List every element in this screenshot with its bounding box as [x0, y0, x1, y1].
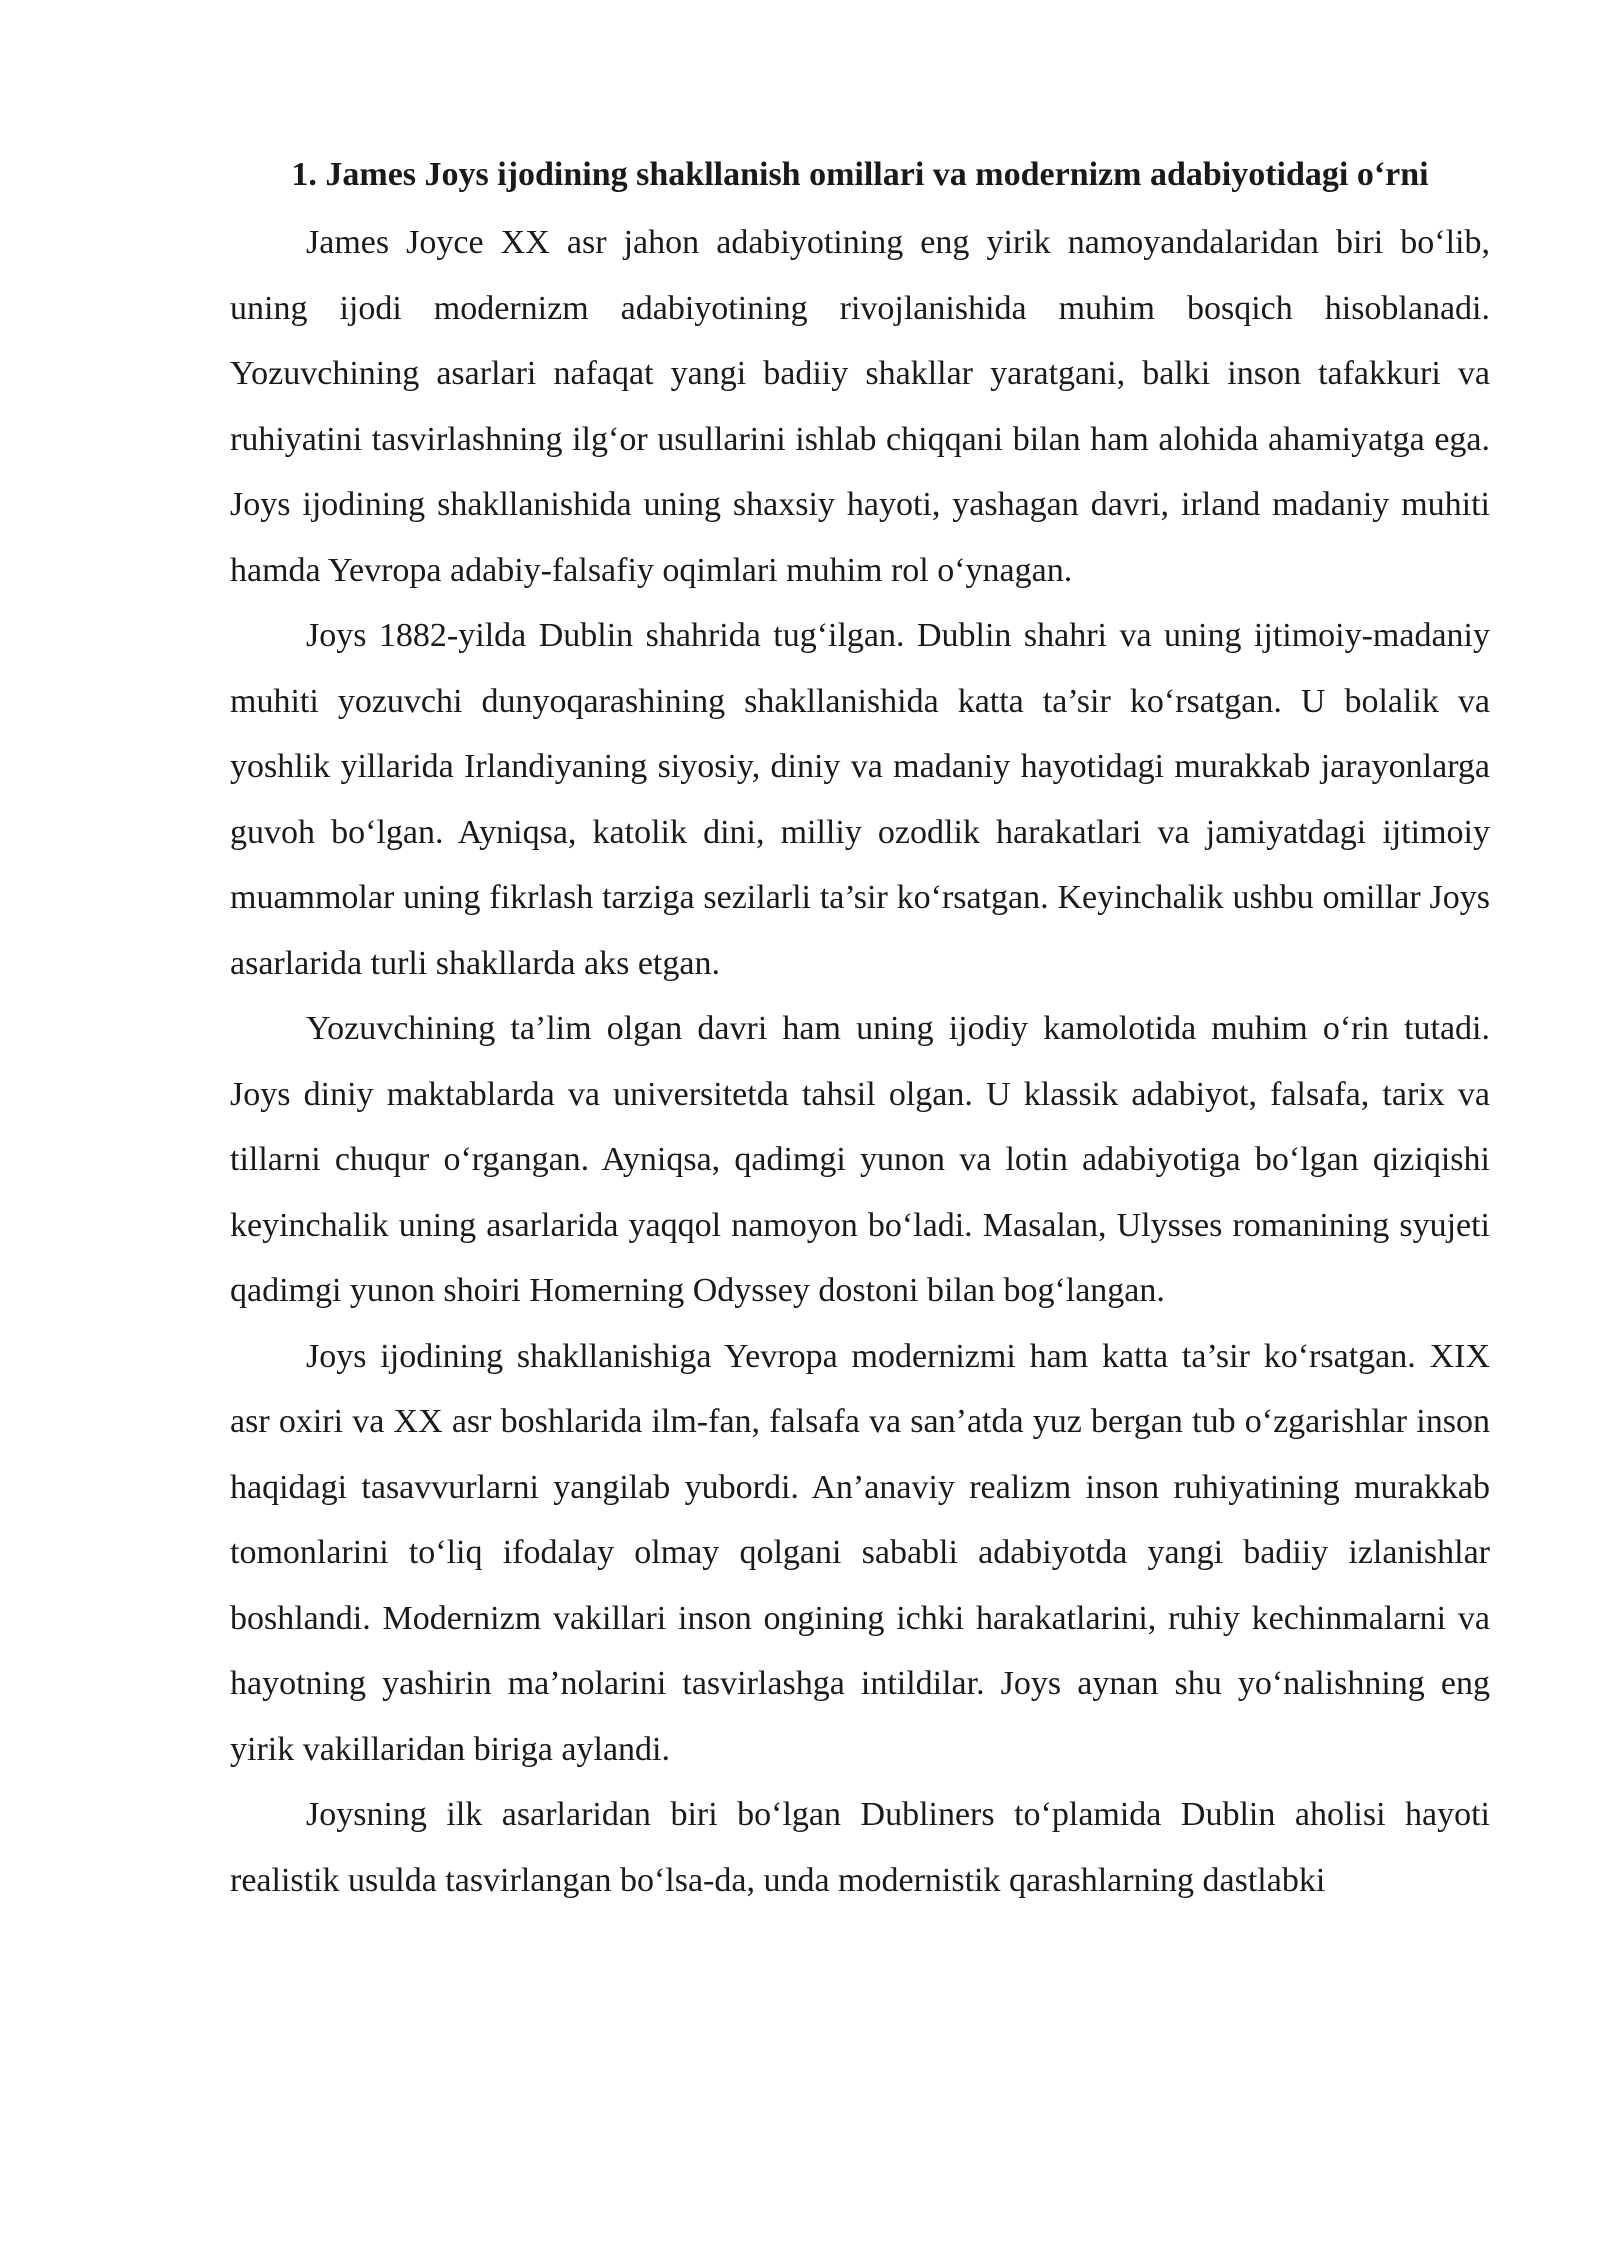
paragraph-2: Joys 1882-yilda Dublin shahrida tug‘ilgan. Dublin shahri va uning ijtimoiy-madaniy muhiti yozuvchi dunyoqarashining shakllanishida katta ta’sir ko‘rsatgan. U bolalik va yoshlik yillarida Irlandiyaning siyosiy, diniy va madaniy hayotidagi murakkab jarayonlarga guvoh bo‘lgan. Ayniqsa, katolik dini, milliy ozodlik harakatlari va jamiyatdagi ijtimoiy muammolar uning fikrlash tarziga sezilarli ta’sir ko‘rsatgan. Keyinchalik ushbu omillar Joys asarlarida turli shakllarda aks etgan.	[230, 617, 1490, 982]
paragraph-3: Yozuvchining ta’lim olgan davri ham uning ijodiy kamolotida muhim o‘rin tutadi. Joys diniy maktablarda va universitetda tahsil olgan. U klassik adabiyot, falsafa, tarix va tillarni chuqur o‘rgangan. Ayniqsa, qadimgi yunon va lotin adabiyotiga bo‘lgan qiziqishi keyinchalik uning asarlarida yaqqol namoyon bo‘ladi. Masalan, Ulysses romanining syujeti qadimgi yunon shoiri Homerning Odyssey dostoni bilan bog‘langan.	[230, 1010, 1490, 1309]
paragraph-5: Joysning ilk asarlaridan biri bo‘lgan Dubliners to‘plamida Dublin aholisi hayoti realistik usulda tasvirlangan bo‘lsa-da, unda modernistik qarashlarning dastlabki	[230, 1796, 1490, 1899]
paragraph-4: Joys ijodining shakllanishiga Yevropa modernizmi ham katta ta’sir ko‘rsatgan. XIX asr oxiri va XX asr boshlarida ilm-fan, falsafa va san’atda yuz bergan tub o‘zgarishlar inson haqidagi tasavvurlarni yangilab yubordi. An’anaviy realizm inson ruhiyatining murakkab tomonlarini to‘liq ifodalay olmay qolgani sababli adabiyotda yangi badiiy izlanishlar boshlandi. Modernizm vakillari inson ongining ichki harakatlarini, ruhiy kechinmalarni va hayotning yashirin ma’nolarini tasvirlashga intildilar. Joys aynan shu yo‘nalishning eng yirik vakillaridan biriga aylandi.	[230, 1337, 1490, 1768]
document-body	[230, 150, 1490, 1913]
section-title: 1. James Joys ijodining shakllanish omillari va modernizm adabiyotidagi o‘rni	[291, 156, 1429, 193]
paragraph-1: James Joyce XX asr jahon adabiyotining eng yirik namoyandalaridan biri bo‘lib, uning ijodi modernizm adabiyotining rivojlanishida muhim bosqich hisoblanadi. Yozuvchining asarlari nafaqat yangi badiiy shakllar yaratgani, balki inson tafakkuri va ruhiyatini tasvirlashning ilg‘or usullarini ishlab chiqqani bilan ham alohida ahamiyatga ega. Joys ijodining shakllanishida uning shaxsiy hayoti, yashagan davri, irland madaniy muhiti hamda Yevropa adabiy-falsafiy oqimlari muhim rol o‘ynagan.	[230, 224, 1490, 589]
